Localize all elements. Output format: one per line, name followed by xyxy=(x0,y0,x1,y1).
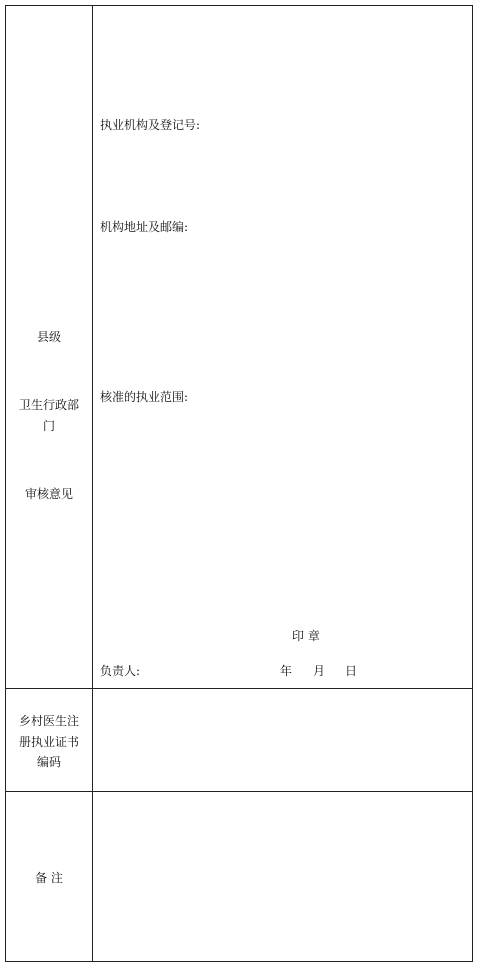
certificate-label-line3: 编码 xyxy=(36,755,61,769)
field-practice-scope: 核准的执业范围: xyxy=(100,390,189,404)
date-month-label: 月 xyxy=(313,664,326,678)
field-org-address: 机构地址及邮编: xyxy=(100,220,189,234)
review-label-dept: 门 xyxy=(42,419,55,433)
remarks-label: 备 注 xyxy=(35,871,63,885)
row-divider-2 xyxy=(5,791,473,792)
certificate-label-line1: 乡村医生注 xyxy=(18,714,79,728)
field-org-registration: 执业机构及登记号: xyxy=(100,118,201,132)
review-label-health-dept: 卫生行政部 xyxy=(18,398,79,412)
review-label-county: 县级 xyxy=(36,330,61,344)
seal-label: 印 章 xyxy=(292,629,320,643)
certificate-label-line2: 册执业证书 xyxy=(18,735,79,749)
column-divider xyxy=(92,5,93,962)
row-divider-1 xyxy=(5,688,473,689)
responsible-person-label: 负责人: xyxy=(100,664,141,678)
registration-form-table xyxy=(5,5,473,962)
date-day-label: 日 xyxy=(345,664,358,678)
review-label-opinion: 审核意见 xyxy=(24,487,73,501)
date-year-label: 年 xyxy=(280,664,293,678)
